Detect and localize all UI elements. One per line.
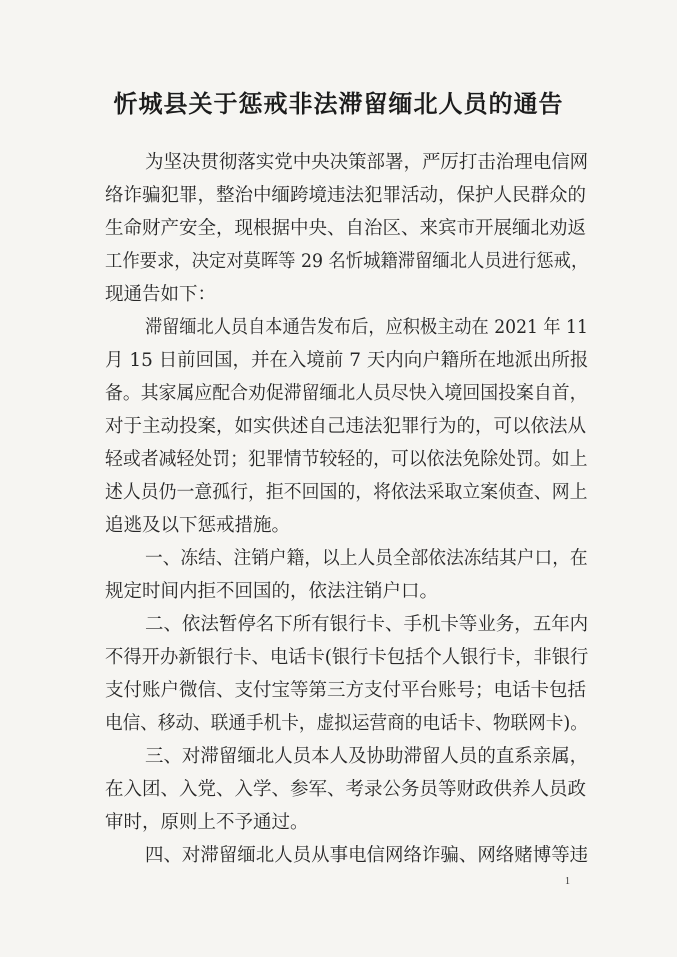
body-line: 不得开办新银行卡、电话卡(银行卡包括个人银行卡，非银行	[105, 647, 589, 668]
body-line: 轻或者减轻处罚；犯罪情节较轻的，可以依法免除处罚。如上	[105, 449, 588, 470]
body-line: 审时，原则上不予通过。	[105, 812, 309, 833]
body-line: 追逃及以下惩戒措施。	[105, 515, 291, 536]
body-line: 二、依法暂停名下所有银行卡、手机卡等业务，五年内	[145, 614, 589, 635]
body-line: 月 15 日前回国，并在入境前 7 天内向户籍所在地派出所报	[105, 350, 589, 371]
body-line: 为坚决贯彻落实党中央决策部署，严厉打击治理电信网	[145, 152, 589, 173]
body-line: 对于主动投案，如实供述自己违法犯罪行为的，可以依法从	[105, 416, 587, 437]
body-line: 工作要求，决定对莫晖等 29 名忻城籍滞留缅北人员进行惩戒，	[105, 251, 589, 272]
body-line: 支付账户微信、支付宝等第三方支付平台账号；电话卡包括	[105, 680, 587, 701]
body-line: 述人员仍一意孤行，拒不回国的，将依法采取立案侦查、网上	[105, 482, 588, 503]
body-line: 生命财产安全，现根据中央、自治区、来宾市开展缅北劝返	[105, 218, 587, 239]
page-number: 1	[565, 876, 570, 887]
document-title: 忻城县关于惩戒非法滞留缅北人员的通告	[113, 89, 564, 118]
body-line: 滞留缅北人员自本通告发布后，应积极主动在 2021 年 11	[145, 317, 588, 338]
body-line: 电信、移动、联通手机卡，虚拟运营商的电话卡、物联网卡)。	[105, 713, 588, 734]
body-line: 备。其家属应配合劝促滞留缅北人员尽快入境回国投案自首，	[105, 383, 588, 404]
body-line: 一、冻结、注销户籍，以上人员全部依法冻结其户口，在	[145, 548, 588, 569]
body-line: 现通告如下：	[105, 284, 217, 305]
body-line: 络诈骗犯罪，整治中缅跨境违法犯罪活动，保护人民群众的	[105, 185, 587, 206]
body-line: 四、对滞留缅北人员从事电信网络诈骗、网络赌博等违	[145, 845, 589, 866]
body-line: 在入团、入党、入学、参军、考录公务员等财政供养人员政	[105, 779, 587, 800]
body-line: 规定时间内拒不回国的，依法注销户口。	[105, 581, 439, 602]
body-line: 三、对滞留缅北人员本人及协助滞留人员的直系亲属，	[145, 746, 589, 767]
